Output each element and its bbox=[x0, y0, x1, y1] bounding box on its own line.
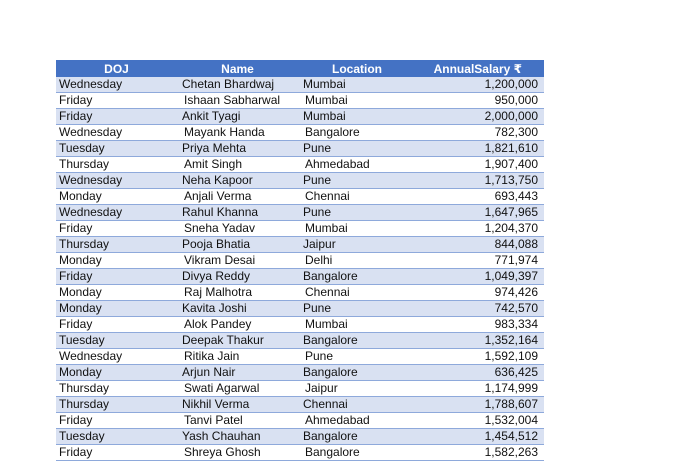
table-row bbox=[56, 173, 544, 189]
cell-name[interactable]: Divya Reddy bbox=[177, 269, 298, 285]
cell-name[interactable]: Mayank Handa bbox=[177, 125, 298, 141]
cell-annual-salary[interactable]: 1,821,610 bbox=[416, 141, 544, 157]
cell-name[interactable]: Shreya Ghosh bbox=[177, 445, 298, 461]
cell-name[interactable]: Arjun Nair bbox=[177, 365, 298, 381]
cell-doj[interactable]: Monday bbox=[56, 301, 177, 317]
cell-name[interactable]: Kavita Joshi bbox=[177, 301, 298, 317]
cell-doj[interactable]: Thursday bbox=[56, 381, 177, 397]
table-row bbox=[56, 221, 544, 237]
cell-doj[interactable]: Wednesday bbox=[56, 173, 177, 189]
cell-location[interactable]: Pune bbox=[298, 141, 416, 157]
cell-name[interactable]: Ritika Jain bbox=[177, 349, 298, 365]
cell-doj[interactable]: Wednesday bbox=[56, 77, 177, 93]
table-row bbox=[56, 253, 544, 269]
cell-annual-salary[interactable]: 974,426 bbox=[416, 285, 544, 301]
cell-name[interactable]: Deepak Thakur bbox=[177, 333, 298, 349]
cell-annual-salary[interactable]: 1,647,965 bbox=[416, 205, 544, 221]
cell-location[interactable]: Pune bbox=[298, 349, 416, 365]
cell-name[interactable]: Raj Malhotra bbox=[177, 285, 298, 301]
table-row bbox=[56, 413, 544, 429]
cell-location[interactable]: Mumbai bbox=[298, 77, 416, 93]
data-table bbox=[56, 60, 544, 461]
table-row bbox=[56, 445, 544, 461]
cell-annual-salary[interactable]: 1,200,000 bbox=[416, 77, 544, 93]
cell-doj[interactable]: Thursday bbox=[56, 397, 177, 413]
cell-location[interactable]: Mumbai bbox=[298, 317, 416, 333]
cell-annual-salary[interactable]: 950,000 bbox=[416, 93, 544, 109]
cell-name[interactable]: Chetan Bhardwaj bbox=[177, 77, 298, 93]
cell-annual-salary[interactable]: 1,049,397 bbox=[416, 269, 544, 285]
cell-location[interactable]: Pune bbox=[298, 205, 416, 221]
cell-annual-salary[interactable]: 1,352,164 bbox=[416, 333, 544, 349]
table-row bbox=[56, 397, 544, 413]
cell-annual-salary[interactable]: 693,443 bbox=[416, 189, 544, 205]
cell-doj[interactable]: Friday bbox=[56, 269, 177, 285]
cell-annual-salary[interactable]: 782,300 bbox=[416, 125, 544, 141]
header-doj[interactable]: DOJ bbox=[56, 60, 177, 77]
cell-location[interactable]: Bangalore bbox=[298, 269, 416, 285]
cell-name[interactable]: Neha Kapoor bbox=[177, 173, 298, 189]
cell-name[interactable]: Priya Mehta bbox=[177, 141, 298, 157]
cell-doj[interactable]: Thursday bbox=[56, 237, 177, 253]
table-row bbox=[56, 109, 544, 125]
table-row bbox=[56, 301, 544, 317]
cell-location[interactable]: Jaipur bbox=[298, 237, 416, 253]
table-row bbox=[56, 237, 544, 253]
cell-location[interactable]: Bangalore bbox=[298, 333, 416, 349]
cell-name[interactable]: Tanvi Patel bbox=[177, 413, 298, 429]
cell-doj[interactable]: Friday bbox=[56, 317, 177, 333]
cell-location[interactable]: Bangalore bbox=[298, 125, 416, 141]
table-row bbox=[56, 125, 544, 141]
table-row bbox=[56, 365, 544, 381]
cell-doj[interactable]: Friday bbox=[56, 109, 177, 125]
cell-location[interactable]: Pune bbox=[298, 173, 416, 189]
cell-doj[interactable]: Friday bbox=[56, 221, 177, 237]
cell-annual-salary[interactable]: 1,174,999 bbox=[416, 381, 544, 397]
cell-annual-salary[interactable]: 2,000,000 bbox=[416, 109, 544, 125]
cell-name[interactable]: Nikhil Verma bbox=[177, 397, 298, 413]
cell-doj[interactable]: Thursday bbox=[56, 157, 177, 173]
cell-location[interactable]: Bangalore bbox=[298, 445, 416, 461]
cell-doj[interactable]: Friday bbox=[56, 413, 177, 429]
cell-doj[interactable]: Monday bbox=[56, 253, 177, 269]
cell-location[interactable]: Chennai bbox=[298, 397, 416, 413]
cell-location[interactable]: Ahmedabad bbox=[298, 157, 416, 173]
cell-annual-salary[interactable]: 771,974 bbox=[416, 253, 544, 269]
cell-name[interactable]: Alok Pandey bbox=[177, 317, 298, 333]
cell-annual-salary[interactable]: 1,582,263 bbox=[416, 445, 544, 461]
cell-annual-salary[interactable]: 742,570 bbox=[416, 301, 544, 317]
cell-name[interactable]: Amit Singh bbox=[177, 157, 298, 173]
header-location[interactable]: Location bbox=[298, 60, 416, 77]
header-annual-salary[interactable]: AnnualSalary ₹ bbox=[416, 60, 544, 77]
table-row bbox=[56, 317, 544, 333]
cell-annual-salary[interactable]: 1,454,512 bbox=[416, 429, 544, 445]
cell-name[interactable]: Swati Agarwal bbox=[177, 381, 298, 397]
table-row bbox=[56, 349, 544, 365]
cell-location[interactable]: Mumbai bbox=[298, 109, 416, 125]
cell-name[interactable]: Vikram Desai bbox=[177, 253, 298, 269]
cell-location[interactable]: Bangalore bbox=[298, 429, 416, 445]
table-row bbox=[56, 189, 544, 205]
cell-annual-salary[interactable]: 1,592,109 bbox=[416, 349, 544, 365]
cell-location[interactable]: Mumbai bbox=[298, 221, 416, 237]
cell-location[interactable]: Jaipur bbox=[298, 381, 416, 397]
cell-annual-salary[interactable]: 636,425 bbox=[416, 365, 544, 381]
table-row bbox=[56, 141, 544, 157]
cell-doj[interactable]: Wednesday bbox=[56, 349, 177, 365]
cell-name[interactable]: Pooja Bhatia bbox=[177, 237, 298, 253]
cell-doj[interactable]: Monday bbox=[56, 189, 177, 205]
cell-annual-salary[interactable]: 983,334 bbox=[416, 317, 544, 333]
cell-annual-salary[interactable]: 1,788,607 bbox=[416, 397, 544, 413]
cell-annual-salary[interactable]: 1,532,004 bbox=[416, 413, 544, 429]
cell-name[interactable]: Yash Chauhan bbox=[177, 429, 298, 445]
cell-location[interactable]: Chennai bbox=[298, 285, 416, 301]
cell-name[interactable]: Rahul Khanna bbox=[177, 205, 298, 221]
table-row bbox=[56, 93, 544, 109]
table-row bbox=[56, 333, 544, 349]
cell-location[interactable]: Ahmedabad bbox=[298, 413, 416, 429]
cell-doj[interactable]: Wednesday bbox=[56, 125, 177, 141]
cell-doj[interactable]: Tuesday bbox=[56, 141, 177, 157]
cell-name[interactable]: Ankit Tyagi bbox=[177, 109, 298, 125]
cell-location[interactable]: Mumbai bbox=[298, 93, 416, 109]
cell-doj[interactable]: Friday bbox=[56, 93, 177, 109]
table-row bbox=[56, 285, 544, 301]
cell-doj[interactable]: Monday bbox=[56, 285, 177, 301]
header-name[interactable]: Name bbox=[177, 60, 298, 77]
table-row bbox=[56, 157, 544, 173]
cell-name[interactable]: Sneha Yadav bbox=[177, 221, 298, 237]
table-row bbox=[56, 269, 544, 285]
cell-doj[interactable]: Monday bbox=[56, 365, 177, 381]
cell-name[interactable]: Anjali Verma bbox=[177, 189, 298, 205]
table-row bbox=[56, 205, 544, 221]
table-body bbox=[56, 77, 544, 461]
cell-location[interactable]: Bangalore bbox=[298, 365, 416, 381]
cell-location[interactable]: Pune bbox=[298, 301, 416, 317]
cell-location[interactable]: Chennai bbox=[298, 189, 416, 205]
header-row bbox=[56, 60, 544, 77]
cell-doj[interactable]: Friday bbox=[56, 445, 177, 461]
cell-doj[interactable]: Tuesday bbox=[56, 333, 177, 349]
cell-doj[interactable]: Wednesday bbox=[56, 205, 177, 221]
table-row bbox=[56, 381, 544, 397]
table-row bbox=[56, 429, 544, 445]
cell-annual-salary[interactable]: 1,204,370 bbox=[416, 221, 544, 237]
cell-annual-salary[interactable]: 1,713,750 bbox=[416, 173, 544, 189]
table-row bbox=[56, 77, 544, 93]
cell-location[interactable]: Delhi bbox=[298, 253, 416, 269]
cell-annual-salary[interactable]: 1,907,400 bbox=[416, 157, 544, 173]
cell-doj[interactable]: Tuesday bbox=[56, 429, 177, 445]
cell-annual-salary[interactable]: 844,088 bbox=[416, 237, 544, 253]
cell-name[interactable]: Ishaan Sabharwal bbox=[177, 93, 298, 109]
